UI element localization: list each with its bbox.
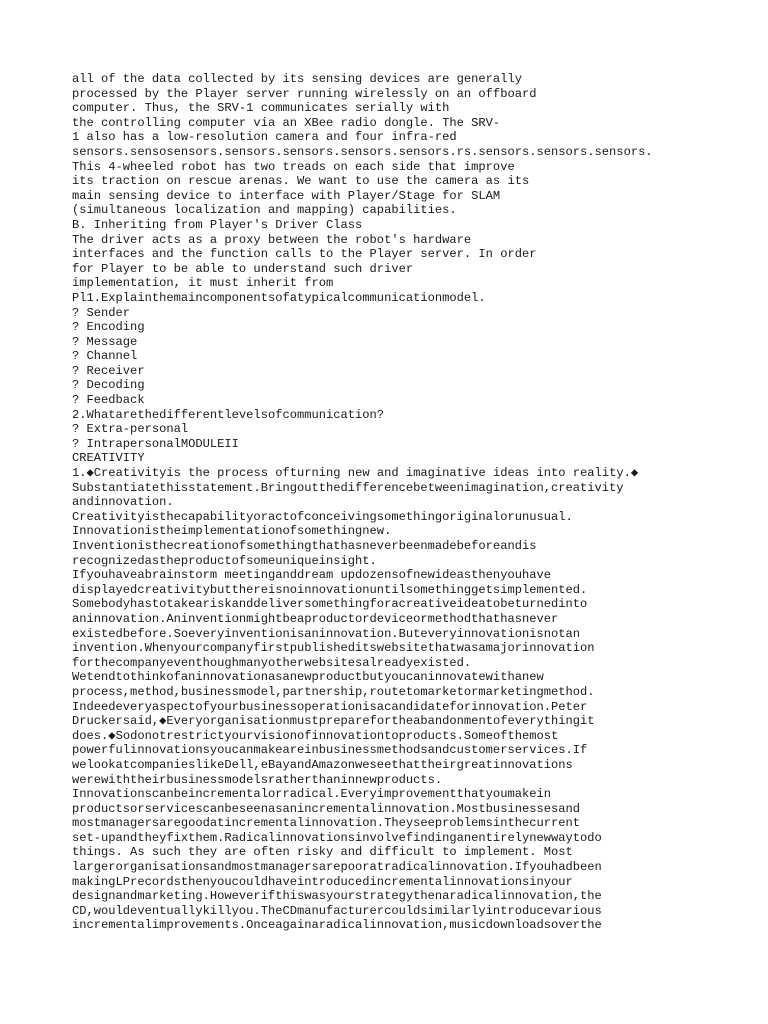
text-line: main sensing device to interface with Player/Stage for SLAM	[72, 188, 501, 203]
text-line: designandmarketing.Howeverifthiswasyourstrategythenaradicalinnovation,the	[72, 889, 602, 904]
text-line: Somebodyhastotakeariskanddeliversomethingforacreativeideatobeturnedinto	[72, 597, 588, 612]
text-line: ? Sender	[72, 305, 131, 320]
text-line: 2.Whatarethedifferentlevelsofcommunication?	[72, 407, 385, 422]
text-line: aninnovation.Aninventionmightbeaproductordeviceormethodthathasnever	[72, 611, 559, 626]
text-line: process,method,businessmodel,partnership,routetomarketormarketingmethod.	[72, 684, 595, 699]
text-line: CD,wouldeventuallykillyou.TheCDmanufacturercouldsimilarlyintroducevarious	[72, 903, 602, 918]
text-line: ? Channel	[72, 349, 138, 364]
text-line: Ifyouhaveabrainstorm meetinganddream updozensofnewideasthenyouhave	[72, 568, 551, 583]
text-line: Pl1.Explainthemaincomponentsofatypicalcommunicationmodel.	[72, 290, 486, 305]
text-line: processed by the Player server running wirelessly on an offboard	[72, 86, 537, 101]
text-line: andinnovation.	[72, 495, 174, 510]
text-line: for Player to be able to understand such driver	[72, 261, 414, 276]
text-line: 1 also has a low-resolution camera and four infra-red	[72, 130, 457, 145]
text-line: powerfulinnovationsyoucanmakeareinbusinessmethodsandcustomerservices.If	[72, 743, 588, 758]
text-line: (simultaneous localization and mapping) capabilities.	[72, 203, 457, 218]
text-line: displayedcreativitybutthereisnoinnovationuntilsomethinggetsimplemented.	[72, 582, 588, 597]
text-line: ? Feedback	[72, 393, 145, 408]
text-line: welookatcompanieslikeDell,eBayandAmazonweseethattheirgreatinnovations	[72, 757, 573, 772]
text-line: CREATIVITY	[72, 451, 145, 466]
text-line: B. Inheriting from Player's Driver Class	[72, 217, 363, 232]
text-line: Indeedeveryaspectofyourbusinessoperationisacandidateforinnovation.Peter	[72, 699, 588, 714]
text-line: interfaces and the function calls to the Player server. In order	[72, 247, 537, 262]
text-line: ? Extra-personal	[72, 422, 189, 437]
text-line: Creativityisthecapabilityoractofconceivingsomethingoriginalorunusual.	[72, 509, 573, 524]
text-line: ? Encoding	[72, 320, 145, 335]
text-line: does.◆Sodonotrestrictyourvisionofinnovationtoproducts.Someofthemost	[72, 728, 559, 743]
text-line: incrementalimprovements.Onceagainaradicalinnovation,musicdownloadsoverthe	[72, 918, 602, 933]
text-line: things. As such they are often risky and difficult to implement. Most	[72, 845, 573, 860]
text-line: recognizedastheproductofsomeuniqueinsight.	[72, 553, 377, 568]
text-line: all of the data collected by its sensing devices are generally	[72, 72, 522, 86]
text-line: invention.Whenyourcompanyfirstpublisheditswebsitethatwasamajorinnovation	[72, 641, 595, 656]
text-line: Druckersaid,◆Everyorganisationmustpreparefortheabandonmentofeverythingit	[72, 714, 595, 729]
text-line: Wetendtothinkofaninnovationasanewproductbutyoucaninnovatewithanew	[72, 670, 544, 685]
text-line: ? Message	[72, 334, 138, 349]
text-line: Innovationistheimplementationofsomethingnew.	[72, 524, 392, 539]
text-line: ? Receiver	[72, 363, 145, 378]
text-line: Substantiatethisstatement.Bringoutthedifferencebetweenimagination,creativity	[72, 480, 624, 495]
text-line: makingLPrecordsthenyoucouldhaveintroducedincrementalinnovationsinyour	[72, 874, 573, 889]
text-line: productsorservicescanbeseenasanincrementalinnovation.Mostbusinessesand	[72, 801, 581, 816]
text-line: existedbefore.Soeveryinventionisaninnovation.Buteveryinnovationisnotan	[72, 626, 581, 641]
document-body-text	[72, 72, 762, 933]
text-line: largerorganisationsandmostmanagersarepooratradicalinnovation.Ifyouhadbeen	[72, 860, 602, 875]
text-line: forthecompanyeventhoughmanyotherwebsitesalreadyexisted.	[72, 655, 472, 670]
text-line: Inventionisthecreationofsomethingthathasneverbeenmadebeforeandis	[72, 539, 537, 553]
text-line: Innovationscanbeincrementalorradical.Everyimprovementthatyoumakein	[72, 787, 551, 802]
text-line: This 4-wheeled robot has two treads on each side that improve	[72, 159, 515, 174]
text-line: ? IntrapersonalMODULEII	[72, 436, 239, 451]
text-line: mostmanagersaregoodatincrementalinnovation.Theyseeproblemsinthecurrent	[72, 816, 581, 831]
text-line: its traction on rescue arenas. We want to use the camera as its	[72, 174, 530, 189]
text-line: the controlling computer via an XBee radio dongle. The SRV-	[72, 115, 501, 130]
text-line: werewiththeirbusinessmodelsratherthaninnewproducts.	[72, 772, 443, 787]
text-line: set-upandtheyfixthem.Radicalinnovationsinvolvefindinganentirelynewwaytodo	[72, 830, 602, 845]
text-line: ? Decoding	[72, 378, 145, 393]
text-line: 1.◆Creativityis the process ofturning new and imaginative ideas into reality.◆	[72, 466, 639, 481]
text-line: computer. Thus, the SRV-1 communicates serially with	[72, 101, 450, 116]
text-line: implementation, it must inherit from	[72, 276, 334, 291]
text-line: The driver acts as a proxy between the robot's hardware	[72, 232, 472, 247]
text-line: sensors.sensosensors.sensors.sensors.sensors.sensors.rs.sensors.sensors.sensors.	[72, 144, 653, 159]
